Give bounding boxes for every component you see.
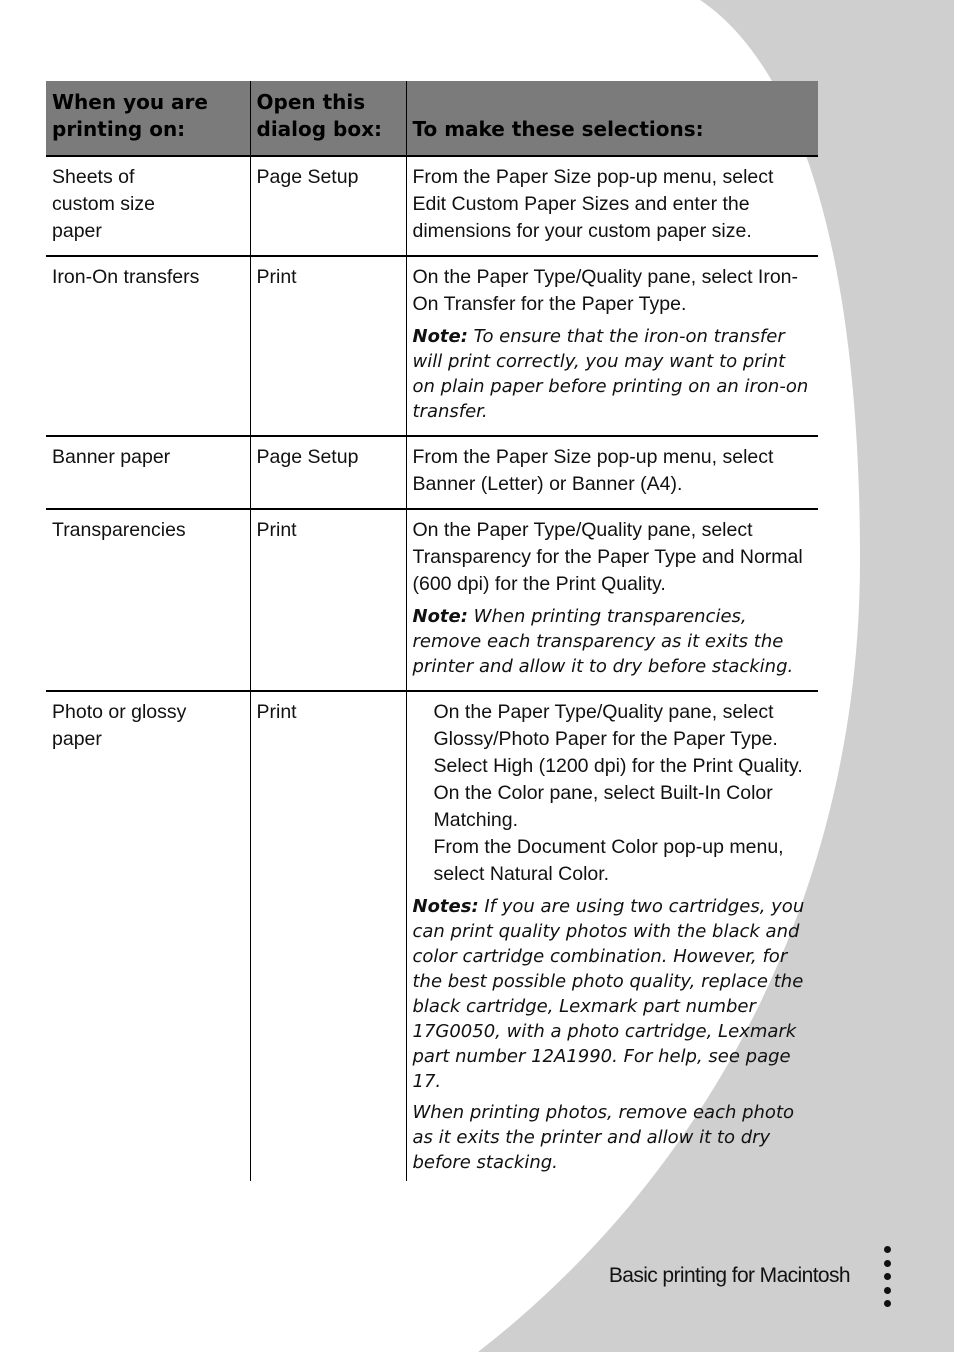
dialog-cell: Page Setup xyxy=(250,156,406,256)
note-text: To ensure that the iron-on transfer will print correctly, you may want to print on plain paper before printing on an iron-on transfer. xyxy=(412,326,809,422)
selection-text: On the Paper Type/Quality pane, select Transparency for the Paper Type and Normal (600 dpi) for the Print Quality. xyxy=(412,519,803,595)
header-dialog-box: Open this dialog box: xyxy=(250,81,406,156)
note-second: When printing photos, remove each photo as it exits the printer and allow it to dry before stacking. xyxy=(412,1102,795,1173)
note xyxy=(413,324,813,424)
media-cell: Transparencies xyxy=(46,509,250,691)
step-item: Select High (1200 dpi) for the Print Quality. xyxy=(433,755,803,777)
step-item: From the Document Color pop-up menu, select Natural Color. xyxy=(433,836,784,885)
table-row xyxy=(46,691,818,1181)
dialog-cell: Page Setup xyxy=(250,436,406,509)
selection-cell xyxy=(406,256,818,436)
media-cell: Iron-On transfers xyxy=(46,256,250,436)
selection-cell xyxy=(406,691,818,1181)
selection-text: From the Paper Size pop-up menu, select Edit Custom Paper Sizes and enter the dimensions for your custom paper size. xyxy=(412,166,774,242)
table-row xyxy=(46,509,818,691)
selection-cell xyxy=(406,156,818,256)
table-header-row xyxy=(46,81,818,156)
footer-dots-decoration xyxy=(884,1246,896,1314)
paper-settings-table xyxy=(46,81,818,1181)
note-label: Note: xyxy=(412,326,468,347)
media-label: Photo or glossy paper xyxy=(52,701,187,750)
table-row xyxy=(46,256,818,436)
media-label: Sheets of custom size paper xyxy=(52,166,155,242)
media-cell xyxy=(46,156,250,256)
note-text: When printing transparencies, remove each transparency as it exits the printer and allow it to dry before stacking. xyxy=(412,606,794,677)
table-row xyxy=(46,436,818,509)
steps-list xyxy=(413,699,813,888)
header-printing-on: When you are printing on: xyxy=(46,81,250,156)
media-cell: Banner paper xyxy=(46,436,250,509)
selection-cell xyxy=(406,509,818,691)
dialog-cell: Print xyxy=(250,509,406,691)
note-label: Note: xyxy=(412,606,468,627)
selection-text: On the Paper Type/Quality pane, select Iron-On Transfer for the Paper Type. xyxy=(412,266,799,315)
footer-section-title: Basic printing for Macintosh xyxy=(608,1264,850,1287)
header-selections: To make these selections: xyxy=(406,81,818,156)
note xyxy=(413,894,813,1094)
step-item: On the Color pane, select Built-In Color Matching. xyxy=(433,782,773,831)
media-cell xyxy=(46,691,250,1181)
dialog-cell: Print xyxy=(250,256,406,436)
note-label: Notes: xyxy=(412,896,479,917)
selection-cell xyxy=(406,436,818,509)
step-item: On the Paper Type/Quality pane, select Glossy/Photo Paper for the Paper Type. xyxy=(433,701,778,750)
table-row xyxy=(46,156,818,256)
selection-text: From the Paper Size pop-up menu, select Banner (Letter) or Banner (A4). xyxy=(412,446,774,495)
note xyxy=(413,604,813,679)
note-text: If you are using two cartridges, you can print quality photos with the black and color cartridge combination. However, for the best possible photo quality, replace the black cartridge, Lexmark part number 17G0050, with a photo cartridge, Lexmark part number 12A1990. For help, see page 17. xyxy=(412,896,805,1092)
dialog-cell: Print xyxy=(250,691,406,1181)
